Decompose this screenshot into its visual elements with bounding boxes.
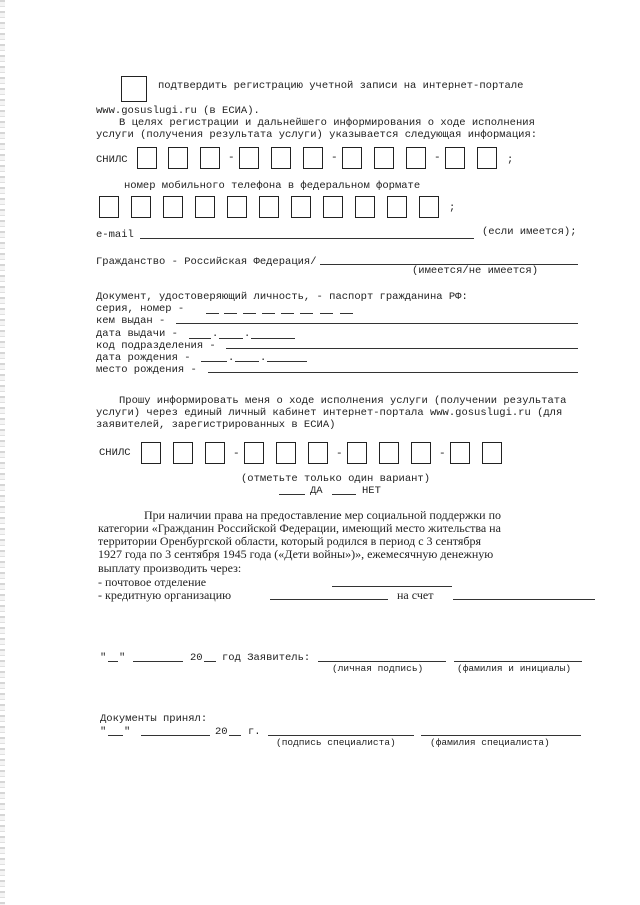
birth-date-separator: . bbox=[228, 352, 235, 364]
post-office-line[interactable] bbox=[332, 586, 452, 587]
esia-confirm-text: подтвердить регистрацию учетной записи на интернет-портале bbox=[158, 80, 524, 92]
notify-line1: Прошу информировать меня о ходе исполнения услуги (получении результата bbox=[119, 395, 567, 407]
choice-note: (отметьте только один вариант) bbox=[241, 473, 431, 485]
applicant-day-line[interactable] bbox=[108, 661, 118, 662]
series-number-line[interactable] bbox=[281, 313, 294, 314]
series-number-line[interactable] bbox=[320, 313, 333, 314]
notify-snils-digit-box[interactable] bbox=[411, 442, 431, 464]
issue-date-label: дата выдачи - bbox=[96, 328, 178, 340]
birth-place-label: место рождения - bbox=[96, 364, 197, 376]
credit-org-option: - кредитную организацию bbox=[98, 588, 232, 602]
snils-digit-box[interactable] bbox=[374, 147, 394, 169]
email-suffix: (если имеется); bbox=[482, 226, 577, 238]
series-number-label: серия, номер - bbox=[96, 303, 185, 315]
issued-by-label: кем выдан - bbox=[96, 315, 166, 327]
applicant-label: год Заявитель: bbox=[222, 652, 311, 664]
snils-digit-box[interactable] bbox=[200, 147, 220, 169]
notify-snils-separator: - bbox=[439, 448, 446, 460]
series-number-line[interactable] bbox=[206, 313, 219, 314]
applicant-quote-close: " bbox=[119, 652, 126, 664]
series-number-line[interactable] bbox=[224, 313, 237, 314]
snils-separator: - bbox=[434, 152, 441, 164]
notify-snils-separator: - bbox=[233, 448, 240, 460]
scan-edge-artifact bbox=[0, 0, 5, 905]
issue-year-line[interactable] bbox=[251, 338, 295, 339]
notify-snils-label: СНИЛС bbox=[99, 447, 131, 459]
dept-code-line[interactable] bbox=[226, 348, 578, 349]
birth-day-line[interactable] bbox=[201, 361, 227, 362]
issue-day-line[interactable] bbox=[189, 338, 211, 339]
account-line[interactable] bbox=[453, 599, 595, 600]
issued-by-line[interactable] bbox=[176, 323, 578, 324]
yes-mark-line[interactable] bbox=[279, 494, 305, 495]
snils-digit-box[interactable] bbox=[271, 147, 291, 169]
applicant-month-line[interactable] bbox=[133, 661, 183, 662]
accepted-name-line[interactable] bbox=[421, 735, 581, 736]
accepted-signature-caption: (подпись специалиста) bbox=[276, 737, 396, 748]
accepted-quote-open: " bbox=[100, 726, 107, 738]
issue-date-separator: . bbox=[212, 328, 219, 340]
info-intro-line1: В целях регистрации и дальнейшего информирования о ходе исполнения bbox=[119, 117, 535, 129]
support-line3: территории Оренбургской области, который родился в период с 3 сентября bbox=[98, 534, 482, 548]
accepted-quote-close: " bbox=[124, 726, 131, 738]
account-label: на счет bbox=[397, 588, 434, 602]
snils-digit-box[interactable] bbox=[342, 147, 362, 169]
phone-digit-box[interactable] bbox=[419, 196, 439, 218]
accepted-year-prefix: 20 bbox=[215, 726, 228, 738]
info-intro-line2: услуги (получения результата услуги) указывается следующая информация: bbox=[96, 129, 538, 141]
series-number-line[interactable] bbox=[262, 313, 275, 314]
accepted-year-line[interactable] bbox=[229, 735, 241, 736]
snils-digit-box[interactable] bbox=[445, 147, 465, 169]
support-line5: выплату производить через: bbox=[98, 561, 242, 575]
applicant-signature-line[interactable] bbox=[318, 661, 446, 662]
notify-snils-digit-box[interactable] bbox=[347, 442, 367, 464]
phone-digit-box[interactable] bbox=[387, 196, 407, 218]
notify-snils-digit-box[interactable] bbox=[173, 442, 193, 464]
notify-snils-digit-box[interactable] bbox=[244, 442, 264, 464]
snils-separator: - bbox=[228, 152, 235, 164]
snils-label: СНИЛС bbox=[96, 154, 128, 166]
phone-digit-box[interactable] bbox=[99, 196, 119, 218]
dept-code-label: код подразделения - bbox=[96, 340, 216, 352]
birth-year-line[interactable] bbox=[267, 361, 307, 362]
citizenship-note: (имеется/не имеется) bbox=[412, 265, 539, 277]
snils-digit-box[interactable] bbox=[239, 147, 259, 169]
esia-confirm-checkbox[interactable] bbox=[121, 76, 147, 102]
notify-snils-digit-box[interactable] bbox=[450, 442, 470, 464]
snils-digit-box[interactable] bbox=[137, 147, 157, 169]
notify-snils-digit-box[interactable] bbox=[276, 442, 296, 464]
notify-line2: услуги) через единый личный кабинет интернет-портала www.gosuslugi.ru (для bbox=[96, 407, 563, 419]
no-mark-line[interactable] bbox=[332, 494, 356, 495]
no-label: НЕТ bbox=[362, 485, 381, 497]
support-line1: При наличии права на предоставление мер социальной поддержки по bbox=[144, 508, 501, 522]
birth-place-line[interactable] bbox=[208, 372, 578, 373]
issue-month-line[interactable] bbox=[219, 338, 243, 339]
yes-label: ДА bbox=[310, 485, 323, 497]
phone-digit-box[interactable] bbox=[163, 196, 183, 218]
birth-month-line[interactable] bbox=[235, 361, 259, 362]
phone-end: ; bbox=[449, 202, 456, 214]
snils-digit-box[interactable] bbox=[406, 147, 426, 169]
snils-digit-box[interactable] bbox=[303, 147, 323, 169]
notify-snils-digit-box[interactable] bbox=[205, 442, 225, 464]
applicant-signature-caption: (личная подпись) bbox=[332, 663, 424, 674]
applicant-name-caption: (фамилия и инициалы) bbox=[457, 663, 572, 674]
accepted-month-line[interactable] bbox=[141, 735, 210, 736]
snils-separator: - bbox=[331, 152, 338, 164]
phone-digit-box[interactable] bbox=[195, 196, 215, 218]
esia-portal-text: www.gosuslugi.ru (в ЕСИА). bbox=[96, 105, 260, 117]
snils-digit-box[interactable] bbox=[168, 147, 188, 169]
phone-digit-box[interactable] bbox=[259, 196, 279, 218]
birth-date-label: дата рождения - bbox=[96, 352, 191, 364]
email-field-line[interactable] bbox=[140, 238, 474, 239]
post-office-option: - почтовое отделение bbox=[98, 575, 207, 589]
applicant-year-prefix: 20 bbox=[190, 652, 203, 664]
notify-line3: заявителей, зарегистрированных в ЕСИА) bbox=[96, 419, 336, 431]
notify-snils-digit-box[interactable] bbox=[308, 442, 328, 464]
series-number-line[interactable] bbox=[243, 313, 256, 314]
notify-snils-separator: - bbox=[336, 448, 343, 460]
document-heading: Документ, удостоверяющий личность, - паспорт гражданина РФ: bbox=[96, 291, 468, 303]
snils-end: ; bbox=[507, 154, 514, 166]
notify-snils-digit-box[interactable] bbox=[379, 442, 399, 464]
phone-digit-box[interactable] bbox=[131, 196, 151, 218]
support-line4: 1927 года по 3 сентября 1945 года («Дети войны»)», ежемесячную денежную bbox=[98, 547, 494, 561]
accepted-name-caption: (фамилия специалиста) bbox=[430, 737, 550, 748]
phone-digit-box[interactable] bbox=[323, 196, 343, 218]
accepted-label: Документы принял: bbox=[100, 713, 208, 725]
notify-snils-digit-box[interactable] bbox=[482, 442, 502, 464]
accepted-signature-line[interactable] bbox=[268, 735, 414, 736]
birth-date-separator: . bbox=[260, 352, 267, 364]
phone-digit-box[interactable] bbox=[291, 196, 311, 218]
applicant-year-line[interactable] bbox=[204, 661, 216, 662]
email-label: e-mail bbox=[96, 229, 134, 241]
series-number-line[interactable] bbox=[340, 313, 353, 314]
applicant-quote-open: " bbox=[100, 652, 107, 664]
credit-org-line[interactable] bbox=[270, 599, 388, 600]
support-line2: категории «Гражданин Российской Федерации, имеющий место жительства на bbox=[98, 521, 501, 535]
citizenship-label: Гражданство - Российская Федерация/ bbox=[96, 256, 317, 268]
issue-date-separator: . bbox=[244, 328, 251, 340]
phone-digit-box[interactable] bbox=[227, 196, 247, 218]
applicant-name-line[interactable] bbox=[454, 661, 582, 662]
snils-digit-box[interactable] bbox=[477, 147, 497, 169]
notify-snils-digit-box[interactable] bbox=[141, 442, 161, 464]
accepted-day-line[interactable] bbox=[108, 735, 123, 736]
series-number-line[interactable] bbox=[300, 313, 313, 314]
phone-label: номер мобильного телефона в федеральном формате bbox=[124, 180, 421, 192]
phone-digit-box[interactable] bbox=[355, 196, 375, 218]
accepted-g: г. bbox=[248, 726, 261, 738]
